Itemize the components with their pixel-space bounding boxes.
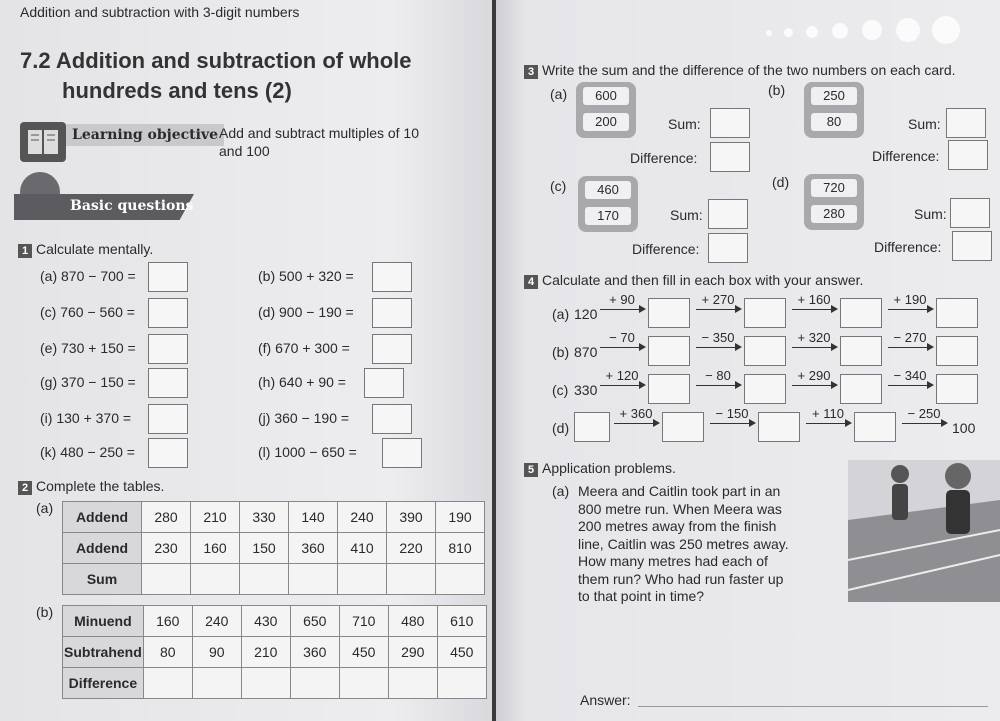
chain-answer-box[interactable] [758, 412, 800, 442]
progress-dot [896, 18, 920, 42]
chain-answer-box[interactable] [936, 374, 978, 404]
card-number-top: 250 [811, 87, 857, 105]
answer-box[interactable] [382, 438, 422, 468]
q1-item [258, 410, 349, 426]
q3-prompt: 3 Write the sum and the difference of the two numbers on each card. [524, 62, 956, 79]
operation-label: + 110 [812, 406, 844, 421]
arrow-line [710, 423, 754, 424]
answer-box[interactable] [364, 368, 404, 398]
arrow-line [696, 309, 740, 310]
q1-item-tag: (e) [40, 340, 61, 356]
arrow-line [696, 347, 740, 348]
q5-text-line: line, Caitlin was 250 metres away. [578, 535, 789, 552]
arrow-line [888, 385, 932, 386]
q1-item-expr: 370 − 150 = [61, 374, 136, 390]
chain-start-value: 870 [574, 344, 598, 360]
q1-item-tag: (b) [258, 268, 279, 284]
difference-answer-box[interactable] [952, 231, 992, 261]
q1-prompt: 1 Calculate mentally. [18, 241, 153, 258]
operation-label: − 150 [715, 406, 749, 421]
operation-arrow [792, 368, 836, 386]
table-cell: 150 [240, 533, 289, 564]
q1-item-tag: (l) [258, 444, 275, 460]
operation-arrow [600, 368, 644, 386]
answer-cell[interactable] [143, 668, 192, 699]
table-cell: 160 [143, 606, 192, 637]
chain-answer-box[interactable] [840, 374, 882, 404]
section-title-line1: 7.2 Addition and subtraction of whole [20, 48, 412, 73]
table-cell: 160 [191, 533, 240, 564]
answer-box[interactable] [148, 368, 188, 398]
table-cell: 360 [290, 637, 339, 668]
table-cell: 410 [338, 533, 387, 564]
q3-tag: (c) [550, 178, 567, 194]
sum-answer-box[interactable] [946, 108, 986, 138]
chain-answer-box[interactable] [648, 298, 690, 328]
card-number-top: 720 [811, 179, 857, 197]
answer-box[interactable] [148, 404, 188, 434]
q5-text-line: 200 metres away from the finish [578, 518, 777, 534]
difference-label: Difference: [874, 239, 942, 255]
operation-arrow [902, 406, 946, 424]
running-header: Addition and subtraction with 3-digit numbers [20, 4, 300, 20]
chain-answer-box[interactable] [936, 336, 978, 366]
q2a-table [62, 501, 485, 595]
chain-answer-box[interactable] [840, 298, 882, 328]
row-header: Difference [63, 668, 144, 699]
arrow-line [600, 385, 644, 386]
arrow-line [600, 347, 644, 348]
table-cell: 330 [240, 502, 289, 533]
q1-item-expr: 500 + 320 = [279, 268, 354, 284]
operation-label: + 120 [605, 368, 639, 383]
chain-start-value: 120 [574, 306, 598, 322]
operation-label: − 80 [705, 368, 731, 383]
q5-text-line: them run? Who had run faster up [578, 570, 784, 587]
table-cell: 430 [241, 606, 290, 637]
q1-item-tag: (d) [258, 304, 279, 320]
progress-dot [784, 28, 793, 37]
operation-arrow [792, 292, 836, 310]
q3-tag: (a) [550, 86, 568, 102]
answer-cell[interactable] [339, 668, 388, 699]
difference-answer-box[interactable] [710, 142, 750, 172]
sum-label: Sum: [668, 116, 701, 132]
operation-label: + 90 [609, 292, 635, 307]
table-row [63, 502, 485, 533]
answer-box[interactable] [148, 438, 188, 468]
q1-item-tag: (g) [40, 374, 61, 390]
progress-dot [766, 30, 772, 36]
q1-item [258, 374, 346, 390]
table-cell: 650 [290, 606, 339, 637]
answer-cell[interactable] [338, 564, 387, 595]
table-cell: 710 [339, 606, 388, 637]
operation-arrow [888, 292, 932, 310]
table-cell: 210 [241, 637, 290, 668]
q5a-tag: (a) [552, 483, 570, 499]
q1-item-expr: 640 + 90 = [279, 374, 346, 390]
q1-item-tag: (f) [258, 340, 276, 356]
arrow-line [614, 423, 658, 424]
table-cell: 240 [338, 502, 387, 533]
table-cell: 810 [436, 533, 485, 564]
answer-cell[interactable] [290, 668, 339, 699]
arrow-line [888, 347, 932, 348]
sum-label: Sum: [914, 206, 947, 222]
table-cell: 140 [289, 502, 338, 533]
q1-item [40, 268, 136, 284]
difference-label: Difference: [630, 150, 698, 166]
table-cell: 280 [142, 502, 191, 533]
answer-label: Answer: [580, 692, 631, 708]
difference-label: Difference: [632, 241, 700, 257]
progress-dot [862, 20, 882, 40]
operation-arrow [792, 330, 836, 348]
q1-item-expr: 760 − 560 = [60, 304, 135, 320]
arrow-line [792, 309, 836, 310]
table-cell: 480 [388, 606, 437, 637]
number-card [576, 82, 636, 138]
arrow-line [600, 309, 644, 310]
arrow-line [792, 347, 836, 348]
answer-line[interactable] [638, 706, 988, 707]
arrow-line [806, 423, 850, 424]
q1-item-expr: 1000 − 650 = [274, 444, 357, 460]
chain-answer-box[interactable] [744, 336, 786, 366]
arrow-line [888, 309, 932, 310]
q1-item-tag: (j) [258, 410, 275, 426]
q1-item [40, 374, 136, 390]
operation-arrow [614, 406, 658, 424]
answer-box[interactable] [148, 262, 188, 292]
q1-item-expr: 870 − 700 = [61, 268, 136, 284]
number-card [804, 174, 864, 230]
table-row [63, 533, 485, 564]
q1-item-expr: 900 − 190 = [279, 304, 354, 320]
chain-answer-box[interactable] [574, 412, 610, 442]
operation-arrow [600, 292, 644, 310]
runners-illustration [848, 460, 1000, 602]
q4-tag: (a) [552, 306, 570, 322]
objective-label: Learning objective [66, 124, 224, 146]
sum-answer-box[interactable] [950, 198, 990, 228]
q5-text-line: 800 metre run. When Meera was [578, 500, 782, 517]
q1-item [258, 268, 354, 284]
card-number-bottom: 280 [811, 205, 857, 223]
operation-label: + 360 [619, 406, 653, 421]
card-number-bottom: 200 [583, 113, 629, 131]
objective-line1: Add and subtract multiples of 10 [219, 125, 420, 141]
arrow-line [696, 385, 740, 386]
answer-box[interactable] [372, 404, 412, 434]
answer-cell[interactable] [387, 564, 436, 595]
answer-box[interactable] [372, 262, 412, 292]
table-row [63, 564, 485, 595]
operation-arrow [888, 368, 932, 386]
chain-answer-box[interactable] [744, 298, 786, 328]
q4-tag: (b) [552, 344, 570, 360]
answer-box[interactable] [148, 334, 188, 364]
operation-label: + 190 [893, 292, 927, 307]
q2b-table [62, 605, 487, 699]
number-card [578, 176, 638, 232]
operation-label: − 340 [893, 368, 927, 383]
q1-item [258, 444, 357, 460]
difference-answer-box[interactable] [708, 233, 748, 263]
difference-label: Difference: [872, 148, 940, 164]
table-row [63, 637, 487, 668]
table-cell: 210 [191, 502, 240, 533]
q1-item [258, 304, 354, 320]
q2a-tag: (a) [36, 500, 54, 516]
operation-arrow [696, 330, 740, 348]
basic-label: Basic questions [70, 198, 194, 214]
answer-cell[interactable] [192, 668, 241, 699]
table-cell: 230 [142, 533, 191, 564]
arrow-line [792, 385, 836, 386]
q1-item-expr: 480 − 250 = [60, 444, 135, 460]
answer-box[interactable] [148, 298, 188, 328]
q4-prompt: 4 Calculate and then fill in each box with your answer. [524, 272, 863, 289]
q1-item-tag: (i) [40, 410, 57, 426]
card-number-bottom: 170 [585, 207, 631, 225]
row-header: Subtrahend [63, 637, 144, 668]
operation-label: + 290 [797, 368, 831, 383]
answer-cell[interactable] [437, 668, 486, 699]
q1-item [40, 410, 131, 426]
chain-end-value: 100 [952, 420, 976, 436]
arrow-line [902, 423, 946, 424]
operation-arrow [696, 292, 740, 310]
progress-dot [806, 26, 818, 38]
q1-item-tag: (a) [40, 268, 61, 284]
answer-cell[interactable] [240, 564, 289, 595]
chain-answer-box[interactable] [840, 336, 882, 366]
table-cell: 80 [143, 637, 192, 668]
chain-start-value: 330 [574, 382, 598, 398]
table-cell: 610 [437, 606, 486, 637]
sum-answer-box[interactable] [710, 108, 750, 138]
q3-tag: (b) [768, 82, 786, 98]
q5-text-line: How many metres had each of [578, 553, 768, 569]
operation-arrow [806, 406, 850, 424]
answer-cell[interactable] [289, 564, 338, 595]
chain-answer-box[interactable] [744, 374, 786, 404]
sum-label: Sum: [670, 207, 703, 223]
right-page [496, 0, 1000, 721]
row-header: Sum [63, 564, 142, 595]
q1-item [40, 444, 135, 460]
table-cell: 240 [192, 606, 241, 637]
card-number-bottom: 80 [811, 113, 857, 131]
progress-dot [932, 16, 960, 44]
table-row [63, 668, 487, 699]
answer-box[interactable] [372, 334, 412, 364]
table-cell: 220 [387, 533, 436, 564]
q1-item [40, 304, 135, 320]
row-header: Addend [63, 502, 142, 533]
left-page [0, 0, 492, 721]
q5-text-line: Meera and Caitlin took part in an [578, 483, 781, 499]
operation-arrow [710, 406, 754, 424]
q1-item [258, 340, 350, 356]
table-cell: 450 [437, 637, 486, 668]
table-cell: 190 [436, 502, 485, 533]
operation-label: − 270 [893, 330, 927, 345]
operation-arrow [888, 330, 932, 348]
card-number-top: 600 [583, 87, 629, 105]
row-header: Minuend [63, 606, 144, 637]
operation-arrow [600, 330, 644, 348]
q2-prompt: 2 Complete the tables. [18, 478, 164, 495]
q1-item-expr: 670 + 300 = [275, 340, 350, 356]
q4-tag: (c) [552, 382, 569, 398]
q5-text-line: to that point in time? [578, 588, 705, 604]
answer-box[interactable] [372, 298, 412, 328]
operation-label: + 270 [701, 292, 735, 307]
table-cell: 90 [192, 637, 241, 668]
table-cell: 290 [388, 637, 437, 668]
book-icon [20, 122, 66, 162]
q2b-tag: (b) [36, 604, 54, 620]
difference-answer-box[interactable] [948, 140, 988, 170]
chain-answer-box[interactable] [648, 374, 690, 404]
q1-item-tag: (k) [40, 444, 61, 460]
answer-cell[interactable] [241, 668, 290, 699]
operation-label: + 320 [797, 330, 831, 345]
operation-label: − 70 [609, 330, 635, 345]
table-cell: 360 [289, 533, 338, 564]
answer-cell[interactable] [142, 564, 191, 595]
q1-item-expr: 730 + 150 = [61, 340, 136, 356]
chain-answer-box[interactable] [662, 412, 704, 442]
sum-label: Sum: [908, 116, 941, 132]
operation-label: + 160 [797, 292, 831, 307]
objective-line2: and 100 [219, 143, 270, 159]
answer-cell[interactable] [436, 564, 485, 595]
q1-item-expr: 130 + 370 = [56, 410, 132, 426]
sum-answer-box[interactable] [708, 199, 748, 229]
card-number-top: 460 [585, 181, 631, 199]
operation-label: − 350 [701, 330, 735, 345]
q1-item-tag: (c) [40, 304, 61, 320]
q3-tag: (d) [772, 174, 790, 190]
section-title-line2: hundreds and tens (2) [62, 78, 292, 103]
number-card [804, 82, 864, 138]
table-cell: 450 [339, 637, 388, 668]
progress-dot [832, 23, 848, 39]
q1-item-expr: 360 − 190 = [274, 410, 350, 426]
q1-item [40, 340, 136, 356]
q5-prompt: 5 Application problems. [524, 460, 676, 477]
answer-cell[interactable] [388, 668, 437, 699]
table-cell: 390 [387, 502, 436, 533]
chain-answer-box[interactable] [648, 336, 690, 366]
chain-answer-box[interactable] [854, 412, 896, 442]
chain-answer-box[interactable] [936, 298, 978, 328]
answer-cell[interactable] [191, 564, 240, 595]
table-row [63, 606, 487, 637]
operation-label: − 250 [907, 406, 941, 421]
q1-item-tag: (h) [258, 374, 279, 390]
operation-arrow [696, 368, 740, 386]
row-header: Addend [63, 533, 142, 564]
q4-tag: (d) [552, 420, 570, 436]
